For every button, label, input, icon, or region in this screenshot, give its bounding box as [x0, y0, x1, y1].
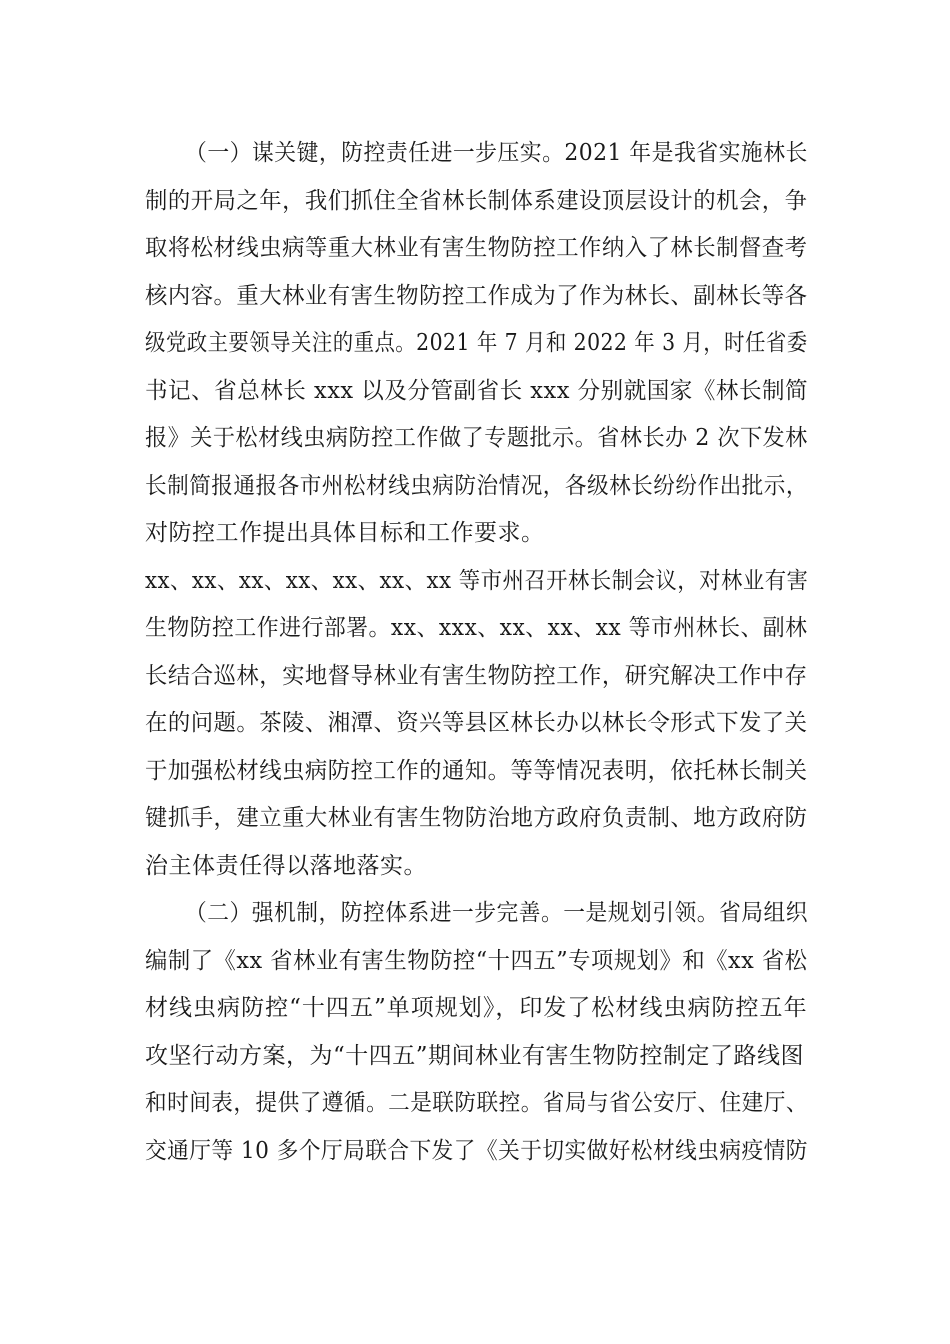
text-line-9: 对防控工作提出具体目标和工作要求。: [145, 520, 545, 546]
text-line-2: 制的开局之年，我们抓住全省林长制体系建设顶层设计的机会，争: [145, 188, 808, 214]
text-line-3: 取将松材线虫病等重大林业有害生物防控工作纳入了林长制督查考: [145, 235, 808, 261]
text-line-14: 于加强松材线虫病防控工作的通知。等等情况表明，依托林长制关: [145, 758, 808, 784]
text-line-18: 编制了《xx 省林业有害生物防控“十四五”专项规划》和《xx 省松: [145, 948, 808, 974]
text-line-4: 核内容。重大林业有害生物防控工作成为了作为林长、副林长等各: [145, 283, 808, 309]
text-line-22: 交通厅等 10 多个厅局联合下发了《关于切实做好松材线虫病疫情防: [145, 1138, 808, 1164]
text-line-10: xx、xx、xx、xx、xx、xx、xx 等市州召开林长制会议，对林业有害: [145, 568, 809, 594]
text-line-8: 长制简报通报各市州松材线虫病防治情况，各级林长纷纷作出批示，: [145, 473, 808, 499]
text-line-7: 报》关于松材线虫病防控工作做了专题批示。省林长办 2 次下发林: [145, 425, 808, 451]
text-line-16: 治主体责任得以落地落实。: [145, 853, 427, 879]
text-line-1: （一）谋关键，防控责任进一步压实。2021 年是我省实施林长: [185, 140, 808, 166]
text-line-19: 材线虫病防控“十四五”单项规划》，印发了松材线虫病防控五年: [145, 995, 808, 1021]
text-line-6: 书记、省总林长 xxx 以及分管副省长 xxx 分别就国家《林长制简: [145, 378, 809, 404]
text-line-17: （二）强机制，防控体系进一步完善。一是规划引领。省局组织: [185, 900, 808, 926]
text-line-12: 长结合巡林，实地督导林业有害生物防控工作，研究解决工作中存: [145, 663, 808, 689]
text-line-15: 键抓手，建立重大林业有害生物防治地方政府负责制、地方政府防: [145, 805, 808, 831]
text-line-21: 和时间表，提供了遵循。二是联防联控。省局与省公安厅、住建厅、: [145, 1090, 808, 1116]
text-line-13: 在的问题。茶陵、湘潭、资兴等县区林长办以林长令形式下发了关: [145, 710, 808, 736]
text-line-5: 级党政主要领导关注的重点。2021 年 7 月和 2022 年 3 月，时任省委: [145, 330, 808, 356]
text-line-11: 生物防控工作进行部署。xx、xxx、xx、xx、xx 等市州林长、副林: [145, 615, 808, 641]
text-line-20: 攻坚行动方案，为“十四五”期间林业有害生物防控制定了路线图: [145, 1043, 805, 1069]
